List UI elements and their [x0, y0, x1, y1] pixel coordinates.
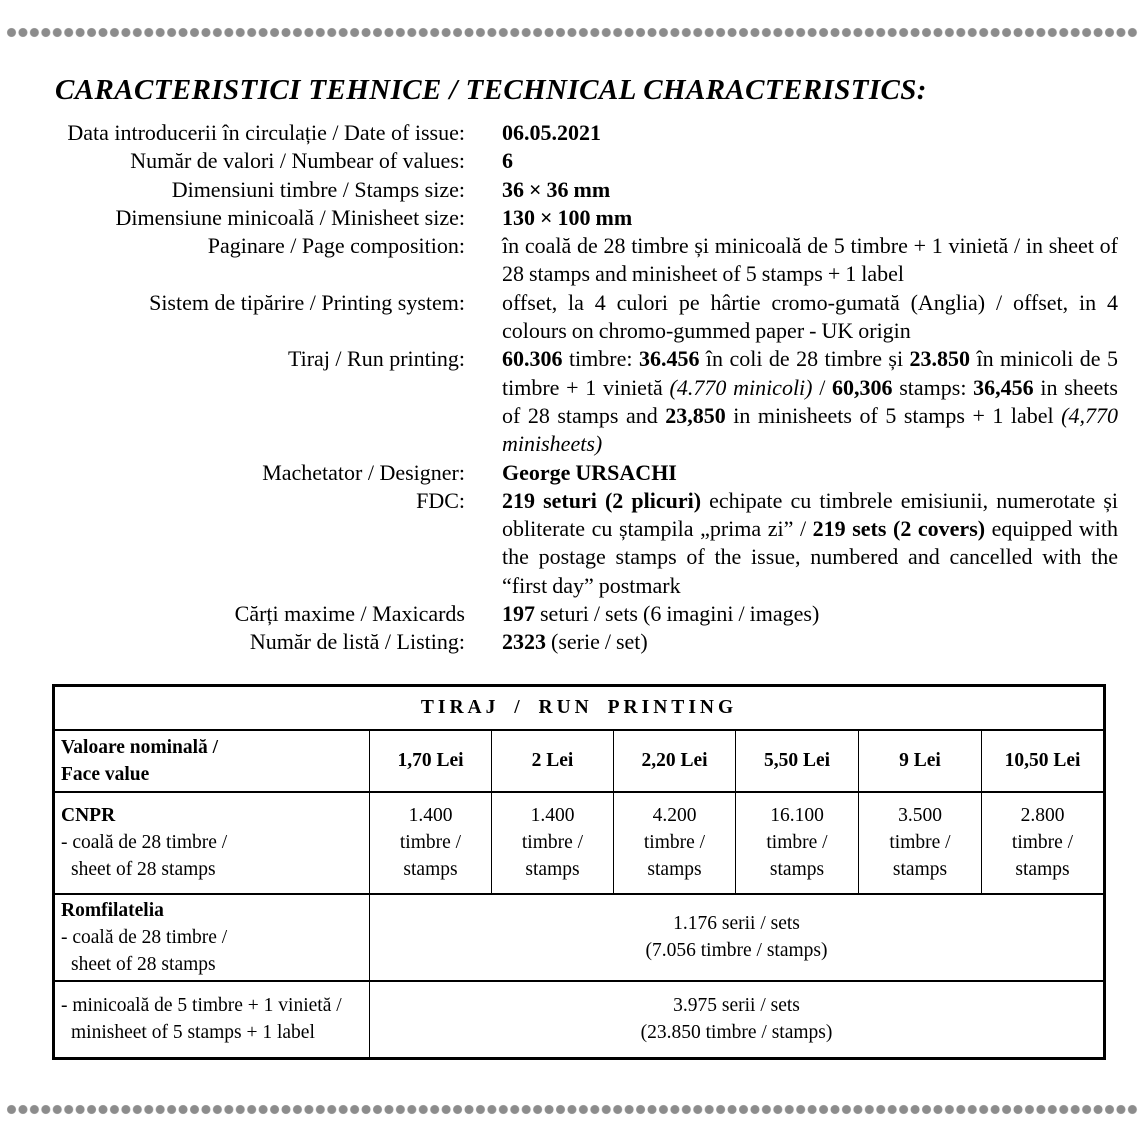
text-segment: 60,306: [832, 374, 893, 400]
text-segment: 60.306: [502, 346, 563, 372]
spec-row: [40, 232, 1118, 289]
text-line: 16.100: [770, 805, 824, 826]
bottom-dotted-divider: [6, 1104, 1139, 1115]
text-line: stamps: [769, 859, 825, 880]
spec-row: [40, 176, 1118, 204]
text-line: stamps: [525, 859, 580, 880]
quantity-cell: [492, 792, 614, 894]
text-line: - coală de 28 timbre /: [61, 926, 228, 948]
spec-row: [40, 147, 1118, 175]
text-segment: (4,770 minisheets): [502, 402, 1118, 457]
text-line: sheet of 28 stamps: [71, 953, 216, 975]
spec-list: [40, 119, 1118, 657]
spec-label: Sistem de tipărire / Printing system:: [149, 289, 465, 315]
face-value-column: 2 Lei: [492, 730, 614, 792]
quantity-cell: [982, 792, 1105, 894]
spec-label: FDC:: [416, 487, 465, 513]
face-value-column: 2,20 Lei: [614, 730, 736, 792]
text-segment: seturi / sets (6 imagini / images): [535, 601, 820, 627]
spec-label: Cărți maxime / Maxicards: [234, 601, 465, 627]
spec-value: [502, 119, 1118, 147]
top-dotted-divider: [6, 27, 1139, 38]
spec-label: Machetator / Designer:: [262, 459, 465, 485]
text-line: 3.975 serii / sets: [673, 995, 800, 1017]
text-line: 1.176 serii / sets: [673, 913, 800, 934]
text-segment: 130 × 100 mm: [502, 204, 633, 230]
table-row: [54, 894, 1105, 981]
text-line: Face value: [61, 763, 150, 785]
spec-value: [502, 204, 1118, 232]
text-line: timbre /: [1011, 832, 1074, 853]
spec-row: [40, 487, 1118, 600]
text-segment: in minisheets of 5 stamps + 1 label: [725, 402, 1062, 428]
text-segment: 219 sets (2 covers): [812, 516, 986, 542]
spec-value: [502, 147, 1118, 175]
text-line: Valoare nominală /: [61, 736, 219, 758]
text-segment: 23.850: [909, 346, 971, 372]
text-line: timbre /: [643, 832, 706, 853]
text-segment: /: [812, 374, 833, 400]
table-title-row: [54, 686, 1105, 730]
text-line: 3.500: [898, 805, 942, 826]
text-line: timbre /: [521, 832, 584, 853]
spec-value: [502, 289, 1118, 346]
text-line: 4.200: [652, 805, 697, 826]
text-line: stamps: [892, 859, 948, 880]
spec-row: [40, 289, 1118, 346]
text-segment: în coli de 28 timbre și: [699, 346, 910, 372]
quantity-cell: [859, 792, 982, 894]
text-segment: 36.456: [638, 346, 700, 372]
text-segment: 23,850: [665, 402, 726, 428]
text-line: minisheet of 5 stamps + 1 label: [71, 1022, 315, 1044]
text-segment: în coală de 28 timbre și minicoală de 5 timbre + 1 vinietă / in sheet of 28 stamps and minisheet of 5 stamps + 1 label: [502, 233, 1118, 287]
print-run-table: [52, 684, 1106, 1060]
spec-row: [40, 119, 1118, 147]
text-line: timbre /: [889, 832, 951, 853]
spec-value: [502, 600, 1118, 628]
spec-label: Număr de valori / Numbear of values:: [130, 148, 465, 174]
text-segment: in sheets of 28 stamps and: [502, 374, 1118, 428]
text-line: sheet of 28 stamps: [71, 859, 216, 880]
text-segment: 2323: [502, 629, 546, 655]
text-segment: 219 seturi (2 plicuri): [502, 487, 702, 513]
text-segment: George URSACHI: [502, 459, 677, 485]
table-row: [54, 792, 1105, 894]
text-segment: equipped with the postage stamps of the issue, numbered and cancelled with the “first day” postmark: [502, 516, 1118, 598]
text-segment: (serie / set): [546, 629, 648, 655]
text-line: - coală de 28 timbre /: [61, 832, 228, 853]
spec-value: [502, 176, 1118, 204]
spec-label: Număr de listă / Listing:: [249, 629, 465, 655]
text-line: Romfilatelia: [61, 899, 164, 921]
print-run-table-body: [54, 686, 1105, 1059]
text-segment: 06.05.2021: [502, 120, 601, 145]
table-title: TIRAJ / RUN PRINTING: [54, 686, 1105, 730]
spec-value: [502, 487, 1118, 600]
row-label: [54, 792, 370, 894]
row-label: [54, 981, 370, 1059]
page-title: CARACTERISTICI TEHNICE / TECHNICAL CHARACTERISTICS:: [55, 74, 927, 106]
text-segment: în minicoli de 5 timbre + 1 vinietă: [502, 346, 1119, 400]
spec-row: [40, 628, 1118, 656]
text-segment: 36,456: [973, 374, 1034, 400]
quantity-cell: [736, 792, 859, 894]
face-value-column: 9 Lei: [859, 730, 982, 792]
spec-row: [40, 345, 1118, 458]
text-segment: stamps:: [892, 374, 974, 400]
text-segment: offset, la 4 culori pe hârtie cromo-gumată (Anglia) / offset, in 4 colours on chromo-gummed paper - UK origin: [502, 289, 1118, 344]
face-value-column: 1,70 Lei: [370, 730, 492, 792]
spec-label: Data introducerii în circulație / Date of issue:: [67, 120, 465, 145]
spec-row: [40, 600, 1118, 628]
quantity-cell: [614, 792, 736, 894]
merged-quantity-cell: [370, 894, 1105, 981]
text-segment: echipate cu timbrele emisiunii, numerotate și obliterate cu ștampila „prima zi” /: [502, 487, 1118, 542]
spec-row: [40, 459, 1118, 487]
text-segment: 36 × 36 mm: [502, 176, 611, 202]
spec-value: [502, 345, 1118, 458]
row-label: [54, 894, 370, 981]
face-value-row: [54, 730, 1105, 792]
text-line: (23.850 timbre / stamps): [640, 1022, 833, 1044]
face-value-column: 10,50 Lei: [982, 730, 1105, 792]
text-line: CNPR: [61, 805, 116, 826]
spec-value: [502, 459, 1118, 487]
text-line: - minicoală de 5 timbre + 1 vinietă /: [61, 995, 342, 1017]
text-segment: timbre:: [562, 346, 639, 372]
text-line: stamps: [1015, 859, 1070, 880]
text-line: timbre /: [399, 832, 462, 853]
text-line: (7.056 timbre / stamps): [645, 940, 828, 961]
text-segment: 6: [502, 148, 513, 174]
table-row: [54, 981, 1105, 1059]
spec-value: [502, 628, 1118, 656]
text-line: 2.800: [1020, 805, 1065, 826]
text-line: stamps: [403, 859, 458, 880]
merged-quantity-cell: [370, 981, 1105, 1059]
face-value-label: [54, 730, 370, 792]
text-line: 1.400: [408, 805, 453, 826]
face-value-column: 5,50 Lei: [736, 730, 859, 792]
text-line: timbre /: [766, 832, 828, 853]
spec-label: Dimensiuni timbre / Stamps size:: [171, 176, 465, 202]
spec-row: [40, 204, 1118, 232]
spec-value: [502, 232, 1118, 289]
spec-label: Dimensiune minicoală / Minisheet size:: [115, 204, 465, 230]
text-line: stamps: [647, 859, 702, 880]
quantity-cell: [370, 792, 492, 894]
text-segment: 197: [502, 601, 535, 627]
spec-label: Paginare / Page composition:: [207, 233, 465, 259]
text-segment: (4.770 minicoli): [669, 374, 813, 400]
text-line: 1.400: [530, 805, 575, 826]
spec-label: Tiraj / Run printing:: [287, 346, 465, 372]
